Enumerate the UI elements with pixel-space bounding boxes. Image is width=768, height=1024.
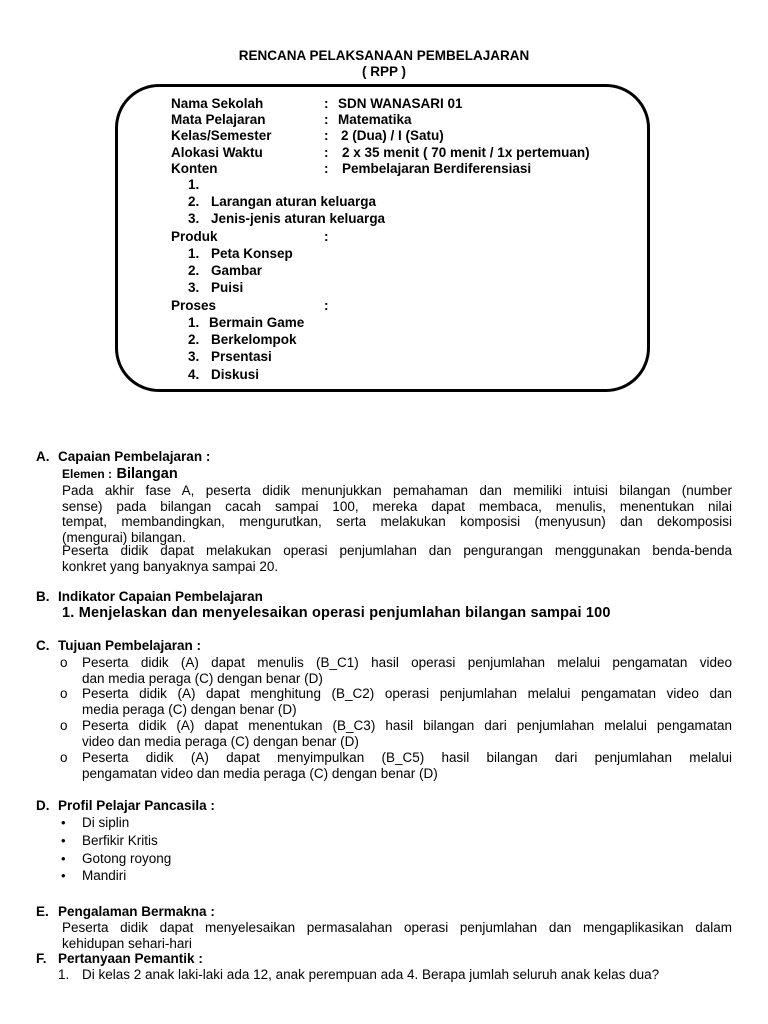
produk-item-number: 1. (188, 246, 200, 261)
tujuan-item-line: Peserta didik (A) dapat menulis (B_C1) hasil operasi penjumlahan melalui pengamatan video (82, 655, 732, 670)
colon: : (324, 128, 329, 143)
bullet-dot: • (61, 851, 66, 866)
value-kelas-semester: 2 (Dua) / I (Satu) (341, 128, 444, 143)
capaian-p2-line: konkret yang banyaknya sampai 20. (62, 558, 279, 574)
capaian-p1-line: sense) pada bilangan cacah sampai 100, mereka dapat membaca, menulis, menentukan nilai (62, 498, 732, 514)
capaian-p2-line: Peserta didik dapat melakukan operasi penjumlahan dan pengurangan menggunakan benda-benda (62, 543, 732, 558)
profil-item: Gotong royong (82, 851, 172, 866)
label-mata-pelajaran: Mata Pelajaran (171, 112, 266, 127)
tujuan-item-line: Peserta didik (A) dapat menyimpulkan (B_C5) hasil bilangan dari penjumlahan melalui (82, 750, 732, 765)
section-f-letter: F. (36, 951, 47, 966)
section-b-letter: B. (36, 589, 50, 604)
proses-item-text: Diskusi (211, 367, 260, 382)
profil-item: Di siplin (82, 815, 130, 830)
indikator-item: 1. Menjelaskan dan menyelesaikan operasi penjumlahan bilangan sampai 100 (62, 605, 611, 621)
bullet-circle: o (60, 655, 68, 670)
proses-item-number: 1. (188, 315, 200, 330)
document-subtitle: ( RPP ) (361, 64, 406, 79)
label-produk: Produk (171, 229, 218, 244)
tujuan-item-line: Peserta didik (A) dapat menghitung (B_C2) operasi penjumlahan melalui pengamatan video dan (82, 686, 732, 701)
produk-item-text: Peta Konsep (211, 246, 293, 261)
proses-item-text: Prsentasi (211, 349, 272, 364)
proses-item-text: Bermain Game (209, 315, 305, 330)
konten-item-number: 3. (188, 211, 200, 226)
produk-item-number: 2. (188, 263, 200, 278)
profil-item: Mandiri (82, 868, 127, 883)
capaian-p1-line: Pada akhir fase A, peserta didik menunjukkan pemahaman dan memiliki intuisi bilangan (number (62, 483, 732, 498)
value-nama-sekolah: SDN WANASARI 01 (338, 96, 463, 111)
tujuan-item-line: media peraga (C) dengan benar (D) (82, 701, 297, 717)
section-e-letter: E. (36, 904, 49, 919)
proses-item-number: 2. (188, 332, 200, 347)
label-kelas-semester: Kelas/Semester (171, 128, 272, 143)
tujuan-item-line: Peserta didik (A) dapat menentukan (B_C3) hasil bilangan dari penjumlahan melalui pengamatan (82, 718, 732, 733)
proses-item-number: 3. (188, 349, 200, 364)
section-c-title: Tujuan Pembelajaran : (58, 638, 202, 653)
capaian-p1-line: (mengurai) bilangan. (62, 529, 186, 545)
section-a-title: Capaian Pembelajaran : (58, 449, 211, 464)
bullet-dot: • (61, 815, 66, 830)
section-b-title: Indikator Capaian Pembelajaran (58, 589, 263, 604)
pemantik-item-number: 1. (58, 967, 70, 982)
bullet-dot: • (61, 868, 66, 883)
proses-item-text: Berkelompok (211, 332, 297, 347)
colon: : (324, 96, 329, 111)
value-konten: Pembelajaran Berdiferensiasi (342, 161, 532, 176)
pemantik-item-text: Di kelas 2 anak laki-laki ada 12, anak perempuan ada 4. Berapa jumlah seluruh anak kelas dua? (82, 967, 660, 982)
konten-item-text: Larangan aturan keluarga (211, 194, 377, 209)
elemen-label: Elemen : (62, 467, 113, 481)
section-a-letter: A. (36, 449, 50, 464)
value-alokasi-waktu: 2 x 35 menit ( 70 menit / 1x pertemuan) (342, 145, 590, 160)
pengalaman-line: Peserta didik dapat menyelesaikan permasalahan operasi penjumlahan dan mengaplikasikan dalam (62, 920, 732, 935)
tujuan-item-line: video dan media peraga (C) dengan benar (D) (82, 733, 359, 749)
bullet-circle: o (60, 686, 68, 701)
section-f-title: Pertanyaan Pemantik : (58, 951, 203, 966)
section-d-title: Profil Pelajar Pancasila : (58, 798, 215, 813)
label-alokasi-waktu: Alokasi Waktu (171, 145, 263, 160)
elemen-line (62, 465, 178, 483)
produk-item-text: Gambar (211, 263, 263, 278)
tujuan-item-line: pengamatan video dan media peraga (C) dengan benar (D) (82, 765, 438, 781)
bullet-circle: o (60, 718, 68, 733)
label-nama-sekolah: Nama Sekolah (171, 96, 264, 111)
section-c-letter: C. (36, 638, 50, 653)
elemen-value: Bilangan (116, 466, 178, 482)
label-proses: Proses (171, 298, 217, 313)
colon: : (324, 161, 329, 176)
produk-item-text: Puisi (211, 280, 244, 295)
colon: : (324, 229, 329, 244)
capaian-p1-line: tempat, membandingkan, mengurutkan, serta melakukan komposisi (menyusun) dan dekomposisi (62, 514, 732, 530)
value-mata-pelajaran: Matematika (338, 112, 412, 127)
pengalaman-line: kehidupan sehari-hari (62, 935, 192, 951)
proses-item-number: 4. (188, 367, 200, 382)
colon: : (324, 145, 329, 160)
label-konten: Konten (171, 161, 218, 176)
section-d-letter: D. (36, 798, 50, 813)
bullet-circle: o (60, 750, 68, 765)
konten-item-text: Jenis-jenis aturan keluarga (211, 211, 386, 226)
document-title: RENCANA PELAKSANAAN PEMBELAJARAN (238, 48, 530, 63)
produk-item-number: 3. (188, 280, 200, 295)
colon: : (324, 112, 329, 127)
section-e-title: Pengalaman Bermakna : (58, 904, 215, 919)
profil-item: Berfikir Kritis (82, 833, 158, 848)
konten-item-number: 1. (188, 177, 200, 192)
konten-item-number: 2. (188, 194, 200, 209)
tujuan-item-line: dan media peraga (C) dengan benar (D) (82, 670, 323, 686)
colon: : (324, 298, 329, 313)
bullet-dot: • (61, 833, 66, 848)
